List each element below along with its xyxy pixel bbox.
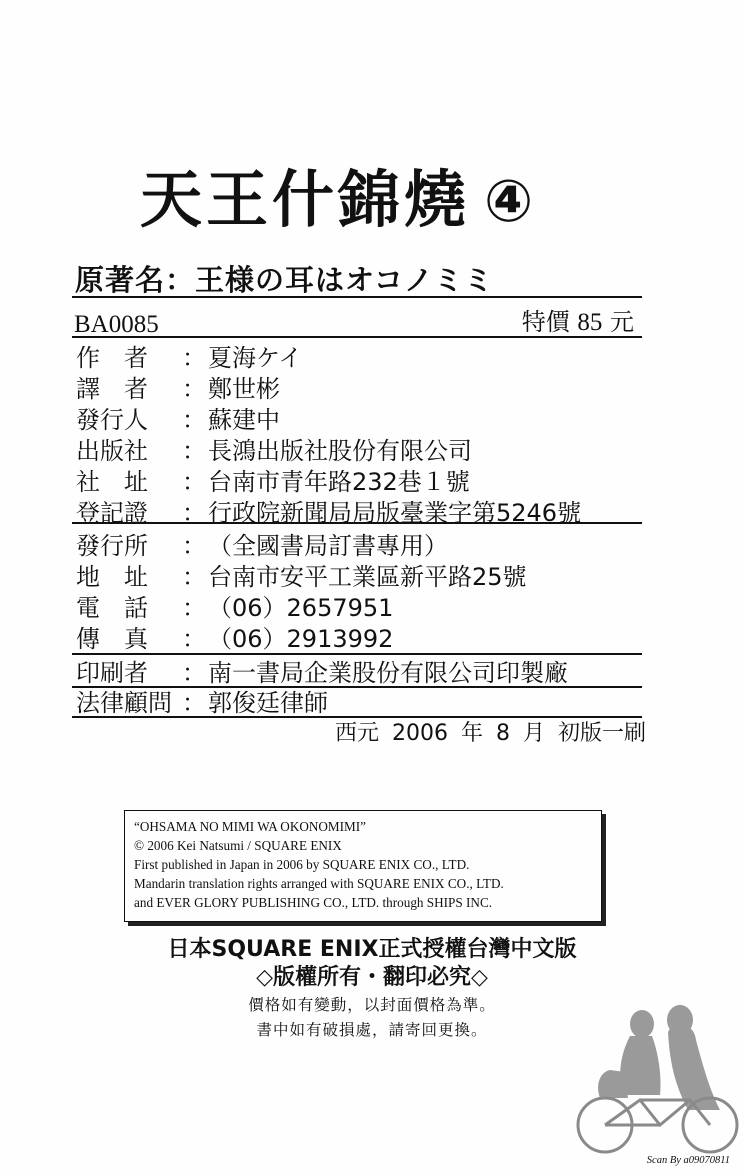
- price-amount: 85: [577, 309, 603, 336]
- dist-value: 台南市安平工業區新平路25號: [208, 562, 527, 591]
- copyright-line: “OHSAMA NO MIMI WA OKONOMIMI”: [134, 819, 366, 834]
- copyright-box: [124, 810, 602, 922]
- copyright-line: © 2006 Kei Natsumi / SQUARE ENIX: [134, 838, 342, 853]
- credit-value: 行政院新聞局局版臺業字第5246號: [208, 498, 582, 527]
- price-unit: 元: [610, 308, 634, 336]
- credit-row-publisher-person: 發行人 ： 蘇建中: [76, 401, 280, 433]
- credit-value: 蘇建中: [208, 405, 280, 434]
- dist-label: 發行所: [76, 531, 148, 560]
- credit-value: 夏海ケイ: [208, 343, 303, 372]
- credit-label: 譯 者: [76, 374, 148, 403]
- dist-row-office: 發行所 ： （全國書局訂書專用）: [76, 527, 448, 559]
- dist-value: （06）2657951: [208, 593, 394, 622]
- book-title-text: 天王什錦燒: [140, 163, 471, 236]
- credit-label: 登記證: [76, 498, 148, 527]
- dist-row-address: 地 址 ： 台南市安平工業區新平路25號: [76, 558, 527, 590]
- copyright-line: Mandarin translation rights arranged with SQUARE ENIX CO., LTD.: [134, 876, 504, 891]
- dist-row-phone: 電 話 ： （06）2657951: [76, 589, 393, 621]
- legal-label: 法律顧問: [76, 688, 172, 717]
- price-change-note: 價格如有變動，以封面價格為準。: [248, 996, 496, 1014]
- credit-row-address: 社 址 ： 台南市青年路232巷１號: [76, 463, 470, 495]
- catalog-code: BA0085: [74, 311, 159, 338]
- authorization-notice: 日本SQUARE ENIX正式授權台灣中文版: [167, 937, 577, 962]
- divider: [72, 522, 642, 524]
- dist-value: （06）2913992: [208, 624, 394, 653]
- printer-row: 印刷者 ： 南一書局企業股份有限公司印製廠: [76, 654, 568, 686]
- dist-label: 傳 真: [76, 624, 148, 653]
- divider: [72, 296, 642, 298]
- volume-number: ④: [484, 167, 538, 235]
- credit-row-publisher: 出版社 ： 長鴻出版社股份有限公司: [76, 432, 472, 464]
- credit-row-registration: 登記證 ： 行政院新聞局局版臺業字第5246號: [76, 494, 581, 526]
- price: [522, 302, 634, 337]
- credit-label: 作 者: [76, 343, 148, 372]
- legal-row: 法律顧問 ： 郭俊廷律師: [76, 684, 328, 716]
- dist-label: 地 址: [76, 562, 148, 591]
- dist-value: （全國書局訂書專用）: [208, 531, 448, 560]
- price-label: 特價: [521, 308, 570, 336]
- credit-value: 長鴻出版社股份有限公司: [208, 436, 472, 465]
- dist-label: 電 話: [76, 593, 148, 622]
- credit-label: 社 址: [76, 467, 148, 496]
- damage-return-note: 書中如有破損處，請寄回更換。: [256, 1021, 488, 1039]
- book-title: [140, 150, 537, 239]
- credit-label: 出版社: [76, 436, 148, 465]
- credit-value: 鄭世彬: [208, 374, 280, 403]
- legal-value: 郭俊廷律師: [208, 688, 328, 717]
- copyright-line: and EVER GLORY PUBLISHING CO., LTD. through SHIPS INC.: [134, 895, 493, 910]
- credit-value: 台南市青年路232巷１號: [208, 467, 470, 496]
- printer-label: 印刷者: [76, 658, 148, 687]
- credit-label: 發行人: [76, 405, 148, 434]
- original-title: 原著名：王様の耳はオコノミミ: [75, 263, 494, 297]
- dist-row-fax: 傳 真 ： （06）2913992: [76, 620, 393, 652]
- edition-date: 西元 2006 年 8 月 初版一刷: [335, 721, 646, 746]
- rights-notice: ◇版權所有・翻印必究◇: [256, 965, 488, 990]
- credit-row-author: 作 者 ： 夏海ケイ: [76, 339, 302, 371]
- bicycle-silhouette-icon: [570, 1000, 740, 1160]
- copyright-line: First published in Japan in 2006 by SQUARE ENIX CO., LTD.: [134, 857, 470, 872]
- credit-row-translator: 譯 者 ： 鄭世彬: [76, 370, 280, 402]
- scan-credit: Scan By a09070811: [646, 1155, 730, 1166]
- printer-value: 南一書局企業股份有限公司印製廠: [208, 658, 568, 687]
